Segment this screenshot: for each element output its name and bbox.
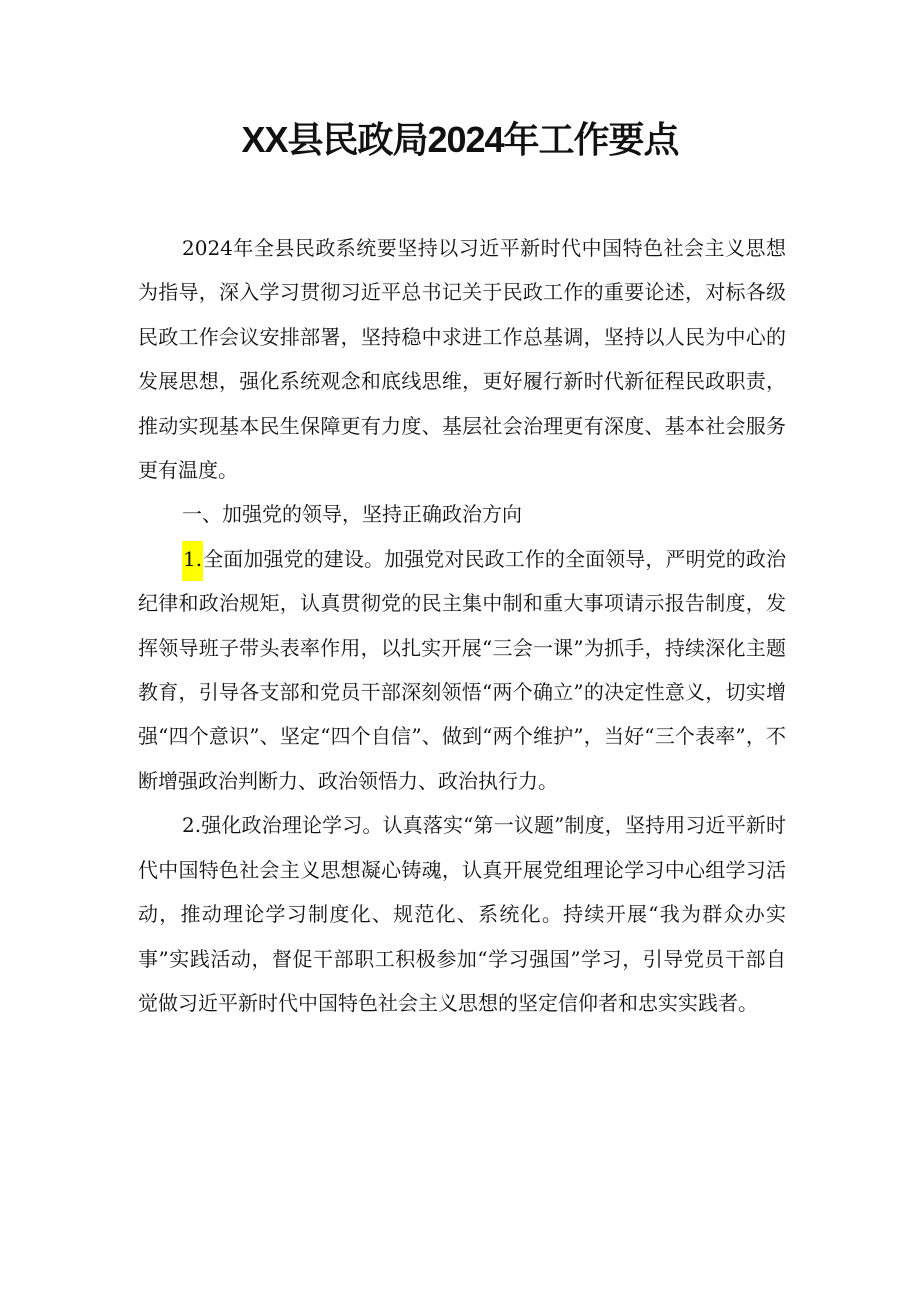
item-2-text: .强化政治理论学习。认真落实“第一议题”制度，坚持用习近平新时代中国特色社会主义思想凝心铸魂，认真开展党组理论学习中心组学习活动，推动理论学习制度化、规范化、系统化。持续开展“我为群众办实事”实践活动，督促干部职工积极参加“学习强国”学习，引导党员干部自觉做习近平新时代中国特色社会主义思想的坚定信仰者和忠实实践者。	[138, 813, 786, 1015]
intro-paragraph: 2024年全县民政系统要坚持以习近平新时代中国特色社会主义思想为指导，深入学习贯彻习近平总书记关于民政工作的重要论述，对标各级民政工作会议安排部署，坚持稳中求进工作总基调，坚持以人民为中心的发展思想，强化系统观念和底线思维，更好履行新时代新征程民政职责，推动实现基本民生保障更有力度、基层社会治理更有深度、基本社会服务更有温度。	[138, 236, 786, 483]
document-body	[138, 226, 786, 1025]
section-1-item-1	[138, 537, 786, 803]
section-1-item-2	[138, 803, 786, 1025]
document-title: XX县民政局2024年工作要点	[241, 119, 679, 160]
item-1-number-highlighted: 1.	[182, 541, 203, 581]
section-1-heading: 一、加强党的领导，坚持正确政治方向	[182, 502, 522, 527]
item-2-number: 2	[182, 813, 195, 838]
item-1-text: 全面加强党的建设。加强党对民政工作的全面领导，严明党的政治纪律和政治规矩，认真贯彻党的民主集中制和重大事项请示报告制度，发挥领导班子带头表率作用，以扎实开展“三会一课”为抓手，持续深化主题教育，引导各支部和党员干部深刻领悟“两个确立”的决定性意义，切实增强“四个意识”、坚定“四个自信”、做到“两个维护”，当好“三个表率”，不断增强政治判断力、政治领悟力、政治执行力。	[138, 546, 786, 793]
